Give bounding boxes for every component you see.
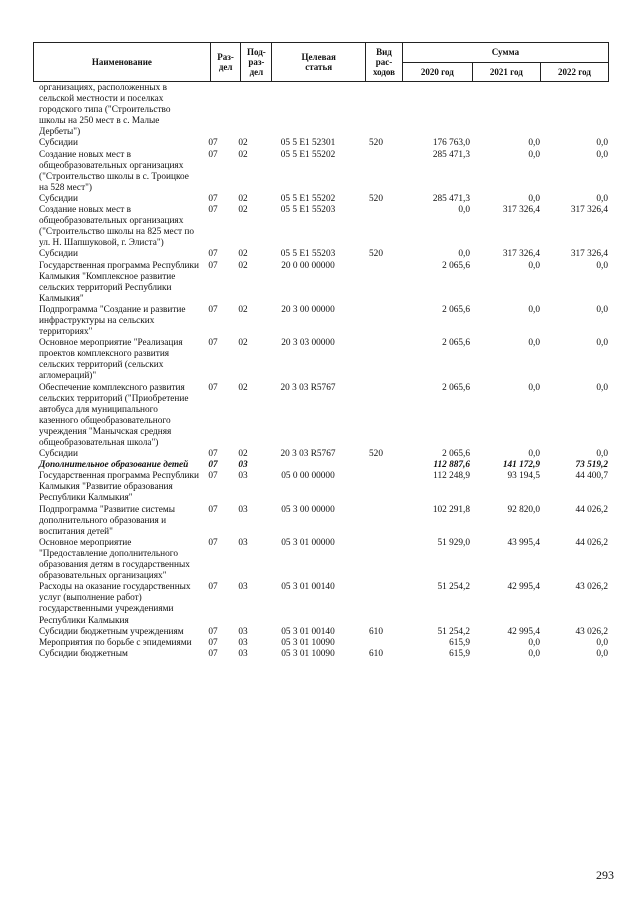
row-name: Государственная программа Республики Калмыкия "Развитие образования Республики Калмыкия" <box>39 471 199 504</box>
row-podrazdel: 03 <box>238 460 248 471</box>
row-sum-2021: 317 326,4 <box>502 205 540 216</box>
row-sum-2022: 44 026,2 <box>575 537 608 548</box>
row-podrazdel: 03 <box>238 648 248 659</box>
row-razdel: 07 <box>208 648 218 659</box>
row-razdel: 07 <box>208 537 218 548</box>
row-celevaya-statya: 05 3 01 10090 <box>281 637 335 648</box>
row-name: Субсидии бюджетным <box>39 648 128 659</box>
row-razdel: 07 <box>208 471 218 482</box>
row-sum-2022: 44 026,2 <box>575 504 608 515</box>
row-celevaya-statya: 05 5 E1 55203 <box>280 205 336 216</box>
row-celevaya-statya: 05 3 01 00000 <box>281 537 335 548</box>
row-sum-2021: 0,0 <box>528 149 540 160</box>
row-podrazdel: 02 <box>238 338 248 349</box>
row-sum-2020: 0,0 <box>458 205 470 216</box>
row-sum-2022: 73 519,2 <box>575 460 608 471</box>
row-podrazdel: 02 <box>238 304 248 315</box>
header-celevaya-statya: Целевая статья <box>272 43 366 82</box>
row-podrazdel: 03 <box>238 471 248 482</box>
row-sum-2020: 2 065,6 <box>442 304 470 315</box>
table-row <box>33 582 613 626</box>
row-vid-rashodov: 610 <box>369 648 383 659</box>
table-row <box>33 627 613 638</box>
row-podrazdel: 02 <box>238 249 248 260</box>
row-sum-2022: 0,0 <box>596 149 608 160</box>
table-row <box>33 83 613 138</box>
row-sum-2022: 43 026,2 <box>575 582 608 593</box>
table-row <box>33 249 613 260</box>
row-name: Государственная программа Республики Калмыкия "Комплексное развитие сельских территорий Республики Калмыкия" <box>39 260 199 304</box>
row-name: Мероприятия по борьбе с эпидемиями <box>39 637 192 648</box>
row-sum-2022: 0,0 <box>596 138 608 149</box>
row-vid-rashodov: 610 <box>369 626 383 637</box>
row-sum-2020: 2 065,6 <box>442 382 470 393</box>
row-celevaya-statya: 05 5 E1 52301 <box>280 138 336 149</box>
row-sum-2020: 51 929,0 <box>437 537 470 548</box>
row-sum-2022: 0,0 <box>596 260 608 271</box>
row-sum-2021: 141 172,9 <box>502 460 540 471</box>
row-celevaya-statya: 05 3 00 00000 <box>281 504 335 515</box>
row-razdel: 07 <box>208 582 218 593</box>
row-celevaya-statya: 20 3 03 R5767 <box>280 449 336 460</box>
table-row <box>33 538 613 582</box>
table-row <box>33 460 613 471</box>
row-celevaya-statya: 20 3 00 00000 <box>281 304 335 315</box>
table-row <box>33 649 613 660</box>
row-sum-2021: 43 995,4 <box>507 537 540 548</box>
row-podrazdel: 02 <box>238 193 248 204</box>
header-year-2021: 2021 год <box>472 62 540 82</box>
row-celevaya-statya: 20 3 03 00000 <box>281 338 335 349</box>
row-razdel: 07 <box>208 205 218 216</box>
row-sum-2022: 0,0 <box>596 338 608 349</box>
table-body <box>33 83 613 660</box>
row-sum-2022: 0,0 <box>596 193 608 204</box>
row-celevaya-statya: 05 0 00 00000 <box>281 471 335 482</box>
row-vid-rashodov: 520 <box>369 449 383 460</box>
table-row <box>33 138 613 149</box>
page-number: 293 <box>596 868 614 882</box>
row-podrazdel: 03 <box>238 582 248 593</box>
table-row <box>33 150 613 194</box>
row-razdel: 07 <box>208 249 218 260</box>
row-razdel: 07 <box>208 449 218 460</box>
row-vid-rashodov: 520 <box>369 138 383 149</box>
row-sum-2022: 43 026,2 <box>575 626 608 637</box>
row-vid-rashodov: 520 <box>369 193 383 204</box>
row-vid-rashodov: 520 <box>369 249 383 260</box>
row-celevaya-statya: 05 5 E1 55202 <box>280 149 336 160</box>
row-podrazdel: 02 <box>238 382 248 393</box>
row-sum-2020: 285 471,3 <box>432 193 470 204</box>
row-razdel: 07 <box>208 193 218 204</box>
row-sum-2021: 317 326,4 <box>502 249 540 260</box>
row-sum-2021: 0,0 <box>528 648 540 659</box>
row-sum-2022: 0,0 <box>596 449 608 460</box>
header-vid-rashodov: Вид рас- ходов <box>366 43 403 82</box>
table-row <box>33 471 613 504</box>
row-podrazdel: 03 <box>238 537 248 548</box>
row-sum-2020: 2 065,6 <box>442 338 470 349</box>
row-celevaya-statya: 05 5 E1 55202 <box>280 193 336 204</box>
row-celevaya-statya: 05 3 01 00140 <box>281 626 335 637</box>
header-podrazdel: Под- раз- дел <box>241 43 272 82</box>
row-razdel: 07 <box>208 637 218 648</box>
row-name: Обеспечение комплексного развития сельских территорий ("Приобретение автобуса для муниципального казенного общеобразовательного учреждения "Манычская средняя общеобразовательная школа") <box>39 382 189 448</box>
header-razdel: Раз- дел <box>210 43 241 82</box>
row-razdel: 07 <box>208 260 218 271</box>
row-celevaya-statya: 05 3 01 10090 <box>281 648 335 659</box>
table-row <box>33 205 613 249</box>
table-row <box>33 383 613 450</box>
row-sum-2022: 0,0 <box>596 648 608 659</box>
row-sum-2021: 92 820,0 <box>507 504 540 515</box>
row-sum-2022: 317 326,4 <box>570 249 608 260</box>
row-sum-2020: 112 887,6 <box>433 460 470 471</box>
row-sum-2020: 51 254,2 <box>437 582 470 593</box>
row-name: Подпрограмма "Создание и развитие инфраструктуры на сельских территориях" <box>39 304 186 338</box>
row-sum-2022: 0,0 <box>596 304 608 315</box>
table-row <box>33 338 613 382</box>
row-sum-2020: 51 254,2 <box>437 626 470 637</box>
row-razdel: 07 <box>208 626 218 637</box>
row-sum-2021: 0,0 <box>528 449 540 460</box>
header-summa: Сумма <box>402 43 608 63</box>
row-sum-2020: 285 471,3 <box>432 149 470 160</box>
row-sum-2021: 0,0 <box>528 193 540 204</box>
table-row <box>33 505 613 538</box>
row-sum-2021: 93 194,5 <box>507 471 540 482</box>
row-name: Субсидии <box>39 138 79 149</box>
table-row <box>33 638 613 649</box>
row-name: Создание новых мест в общеобразовательных организациях ("Строительство школы в с. Троицкое на 528 мест") <box>39 149 189 193</box>
row-sum-2020: 615,9 <box>449 637 470 648</box>
row-razdel: 07 <box>208 149 218 160</box>
row-razdel: 07 <box>208 304 218 315</box>
header-name: Наименование <box>34 43 211 82</box>
row-sum-2020: 2 065,6 <box>442 449 470 460</box>
row-sum-2022: 0,0 <box>596 637 608 648</box>
row-razdel: 07 <box>208 138 218 149</box>
row-razdel: 07 <box>208 382 218 393</box>
row-sum-2020: 102 291,8 <box>432 504 470 515</box>
row-podrazdel: 02 <box>238 138 248 149</box>
table-row <box>33 194 613 205</box>
table-header <box>33 42 609 82</box>
row-razdel: 07 <box>208 460 218 471</box>
row-podrazdel: 03 <box>238 637 248 648</box>
row-celevaya-statya: 05 3 01 00140 <box>281 582 335 593</box>
row-sum-2022: 0,0 <box>596 382 608 393</box>
row-name: Субсидии бюджетным учреждениям <box>39 626 184 637</box>
row-sum-2021: 0,0 <box>528 382 540 393</box>
row-celevaya-statya: 20 3 03 R5767 <box>280 382 336 393</box>
row-sum-2020: 0,0 <box>458 249 470 260</box>
row-podrazdel: 02 <box>238 149 248 160</box>
row-podrazdel: 02 <box>238 205 248 216</box>
row-podrazdel: 02 <box>238 260 248 271</box>
row-sum-2021: 42 995,4 <box>507 626 540 637</box>
row-celevaya-statya: 20 0 00 00000 <box>281 260 335 271</box>
row-name: Основное мероприятие "Предоставление дополнительного образования детям в государственных образовательных организациях" <box>39 537 190 582</box>
row-sum-2020: 112 248,9 <box>433 471 470 482</box>
row-sum-2021: 0,0 <box>528 338 540 349</box>
row-sum-2022: 44 400,7 <box>575 471 608 482</box>
row-sum-2021: 0,0 <box>528 260 540 271</box>
row-sum-2020: 615,9 <box>449 648 470 659</box>
row-sum-2021: 0,0 <box>528 138 540 149</box>
row-sum-2022: 317 326,4 <box>570 205 608 216</box>
row-razdel: 07 <box>208 504 218 515</box>
row-sum-2020: 176 763,0 <box>432 138 470 149</box>
row-podrazdel: 02 <box>238 449 248 460</box>
row-sum-2021: 0,0 <box>528 637 540 648</box>
header-year-2020: 2020 год <box>402 62 472 82</box>
header-year-2022: 2022 год <box>540 62 608 82</box>
row-podrazdel: 03 <box>238 504 248 515</box>
row-name: Основное мероприятие "Реализация проектов комплексного развития сельских территорий (сельских агломераций)" <box>39 338 183 382</box>
table-row <box>33 449 613 460</box>
table-row <box>33 261 613 305</box>
table-row <box>33 305 613 338</box>
row-name: Создание новых мест в общеобразовательных организациях ("Строительство школы на 825 мест по ул. Н. Шапшуковой, г. Элиста") <box>39 205 194 249</box>
row-sum-2021: 0,0 <box>528 304 540 315</box>
row-name: Расходы на оказание государственных услуг (выполнение работ) государственными учреждениями Республики Калмыкия <box>39 582 191 626</box>
row-name: Субсидии <box>39 249 79 260</box>
row-name: Дополнительное образование детей <box>39 460 189 471</box>
row-name: Подпрограмма "Развитие системы дополнительного образования и воспитания детей" <box>39 504 176 537</box>
row-name: организациях, расположенных в сельской местности и поселках городского типа ("Строительство школы на 250 мест в с. Малые Дербеты") <box>39 83 171 138</box>
row-sum-2021: 42 995,4 <box>507 582 540 593</box>
row-podrazdel: 03 <box>238 626 248 637</box>
row-name: Субсидии <box>39 449 79 460</box>
row-sum-2020: 2 065,6 <box>442 260 470 271</box>
row-razdel: 07 <box>208 338 218 349</box>
row-celevaya-statya: 05 5 E1 55203 <box>280 249 336 260</box>
row-name: Субсидии <box>39 193 79 204</box>
